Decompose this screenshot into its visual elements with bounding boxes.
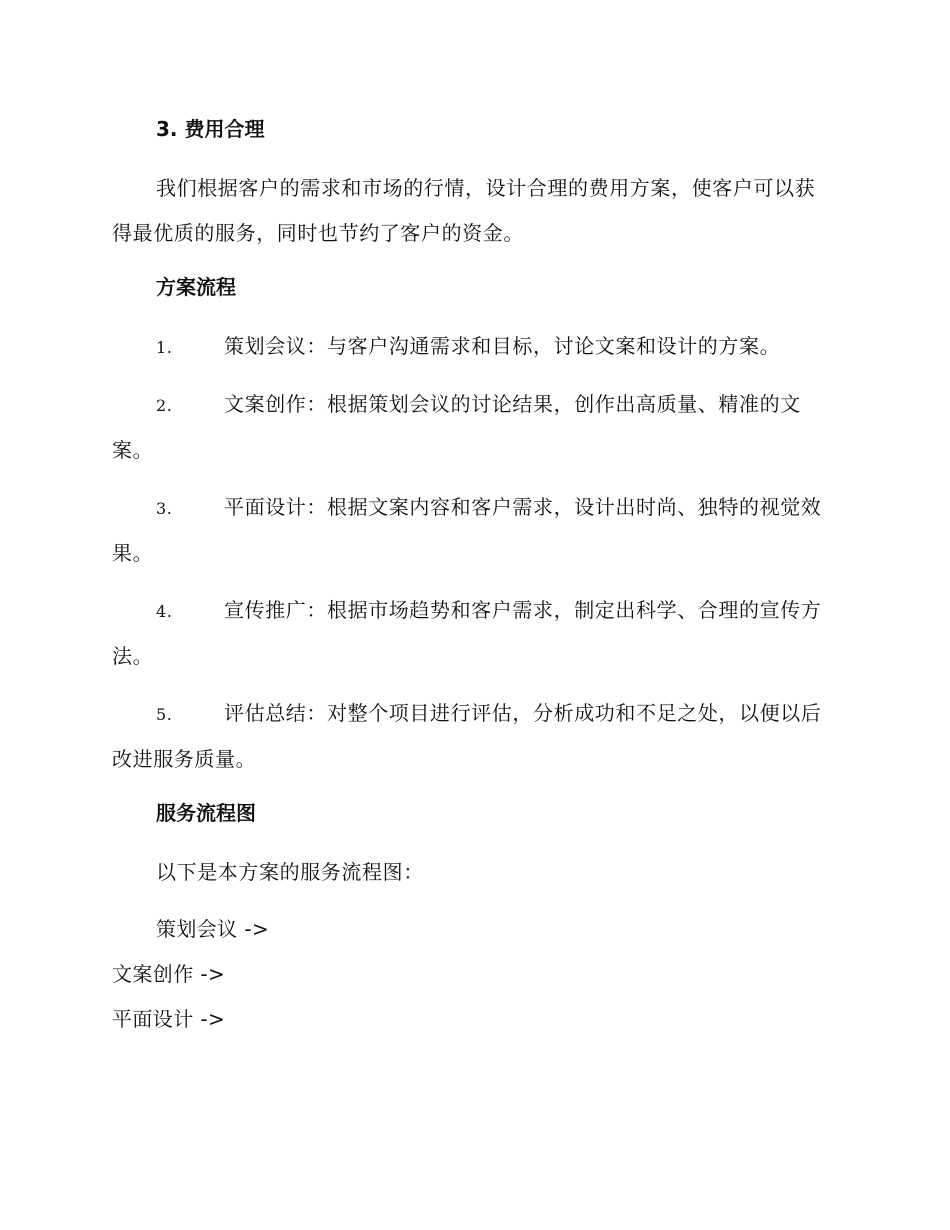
- section-heading-process: 方案流程: [156, 275, 236, 299]
- list-item: [112, 485, 832, 576]
- flow-step: 策划会议 ->: [156, 917, 270, 941]
- list-item-text: 评估总结：对整个项目进行评估，分析成功和不足之处，以便以后改进服务质量。: [112, 701, 822, 771]
- section-heading-flowchart: 服务流程图: [156, 801, 256, 825]
- section-heading-cost: 3. 费用合理: [156, 117, 265, 141]
- list-item: [112, 382, 832, 473]
- paragraph-cost: 我们根据客户的需求和市场的行情，设计合理的费用方案，使客户可以获得最优质的服务，同时也节约了客户的资金。: [112, 176, 816, 245]
- list-item-text: 策划会议：与客户沟通需求和目标，讨论文案和设计的方案。: [224, 334, 781, 358]
- list-item-text: 文案创作：根据策划会议的讨论结果，创作出高质量、精准的文案。: [112, 392, 801, 462]
- list-item: [112, 691, 832, 782]
- list-item-text: 宣传推广：根据市场趋势和客户需求，制定出科学、合理的宣传方法。: [112, 598, 822, 668]
- paragraph-flowchart-intro: 以下是本方案的服务流程图：: [156, 860, 424, 884]
- list-item: [112, 588, 832, 679]
- list-number: 3.: [156, 499, 173, 518]
- list-number: 1.: [156, 338, 173, 357]
- list-number: 2.: [156, 396, 173, 415]
- flow-step: 平面设计 ->: [112, 1007, 226, 1031]
- list-item: [112, 324, 832, 370]
- flow-step: 文案创作 ->: [112, 962, 226, 986]
- list-item-text: 平面设计：根据文案内容和客户需求，设计出时尚、独特的视觉效果。: [112, 495, 822, 565]
- list-number: 4.: [156, 602, 173, 621]
- document-content: [112, 110, 832, 1042]
- list-number: 5.: [156, 705, 173, 724]
